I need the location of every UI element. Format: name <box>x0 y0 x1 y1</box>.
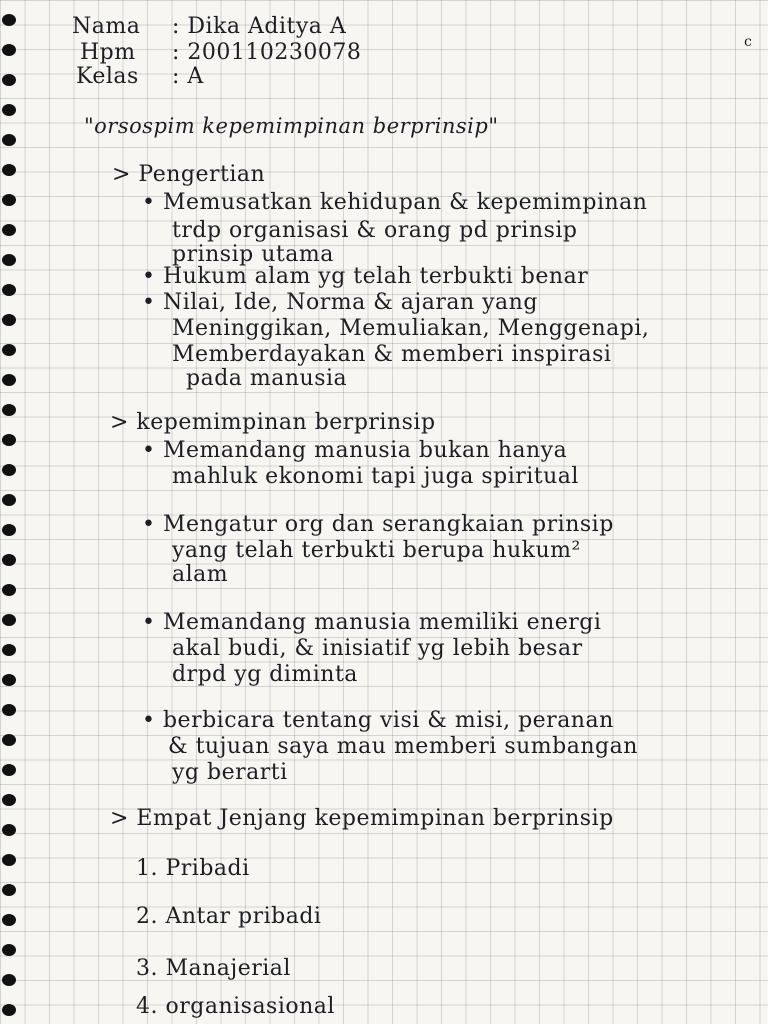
kelas-value: : A <box>172 64 204 89</box>
list-item-continuation: drpd yg diminta <box>172 662 358 687</box>
nama-label: Nama <box>72 14 141 39</box>
section-heading: > Empat Jenjang kepemimpinan berprinsip <box>110 806 614 831</box>
list-item-continuation: mahluk ekonomi tapi juga spiritual <box>172 464 579 489</box>
list-item-continuation: yang telah terbukti berupa hukum² <box>172 538 581 563</box>
list-item-continuation: pada manusia <box>186 366 348 391</box>
numbered-item: 4. organisasional <box>136 994 335 1019</box>
list-item-continuation: yg berarti <box>172 760 288 785</box>
npm-label: Hpm <box>80 40 136 65</box>
list-item-continuation: Memberdayakan & memberi inspirasi <box>172 342 612 367</box>
list-item-continuation: & tujuan saya mau memberi sumbangan <box>168 734 638 759</box>
list-item-continuation: akal budi, & inisiatif yg lebih besar <box>172 636 583 661</box>
list-item: • Memandang manusia memiliki energi <box>142 610 602 635</box>
list-item: • Hukum alam yg telah terbukti benar <box>142 264 589 289</box>
section-heading: > kepemimpinan berprinsip <box>110 410 436 435</box>
page-title: "orsospim kepemimpinan berprinsip" <box>84 114 499 138</box>
npm-value: : 200110230078 <box>172 40 362 65</box>
nama-value: : Dika Aditya A <box>172 14 347 39</box>
list-item-continuation: Meninggikan, Memuliakan, Menggenapi, <box>172 316 650 341</box>
list-item: • Nilai, Ide, Norma & ajaran yang <box>142 290 538 315</box>
numbered-item: 3. Manajerial <box>136 956 291 981</box>
list-item: • Mengatur org dan serangkaian prinsip <box>142 512 614 537</box>
list-item: • berbicara tentang visi & misi, peranan <box>142 708 614 733</box>
notebook-spiral <box>0 0 22 1024</box>
list-item: • Memandang manusia bukan hanya <box>142 438 568 463</box>
list-item: • Memusatkan kehidupan & kepemimpinan <box>142 190 648 215</box>
section-heading: > Pengertian <box>112 162 266 187</box>
list-item-continuation: trdp organisasi & orang pd prinsip <box>172 218 578 243</box>
corner-mark: c <box>744 34 752 50</box>
numbered-item: 1. Pribadi <box>136 856 250 881</box>
kelas-label: Kelas <box>76 64 139 89</box>
list-item-continuation: prinsip utama <box>172 242 334 267</box>
list-item-continuation: alam <box>172 562 229 587</box>
numbered-item: 2. Antar pribadi <box>136 904 322 929</box>
